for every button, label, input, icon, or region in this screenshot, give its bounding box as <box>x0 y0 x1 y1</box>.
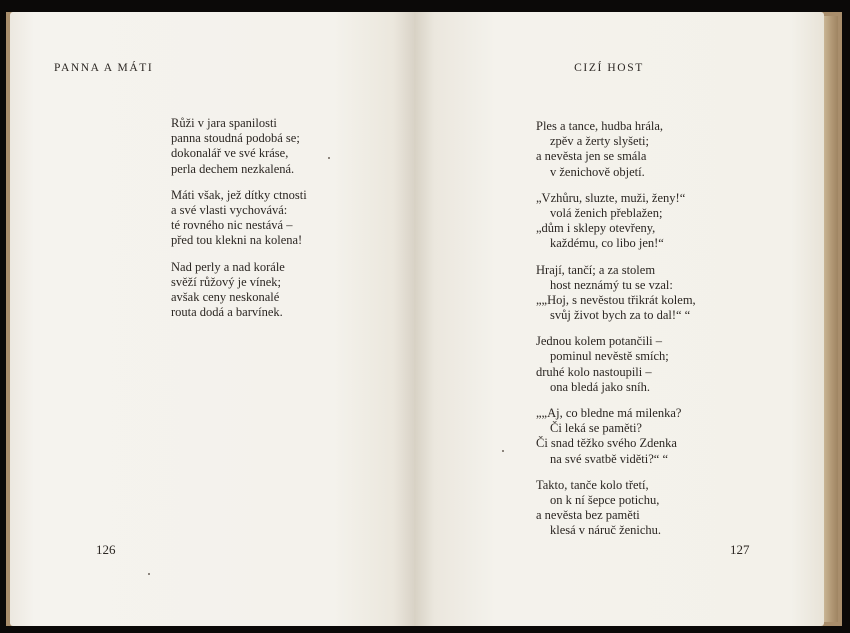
stanza <box>536 406 696 467</box>
verse-line: a nevěsta jen se smála <box>536 149 647 164</box>
stanza <box>171 188 307 249</box>
verse-line: host neznámý tu se vzal: <box>550 277 673 292</box>
verse-line: druhé kolo nastoupili – <box>536 364 652 379</box>
verse-line: „„Hoj, s nevěstou třikrát kolem, <box>536 292 696 307</box>
verse-line: avšak ceny neskonalé <box>171 289 280 304</box>
running-head: PANNA A MÁTI <box>54 62 154 74</box>
page-edges <box>824 16 838 622</box>
verse-line: Nad perly a nad korále <box>171 259 285 274</box>
verse-line: před tou klekni na kolena! <box>171 233 303 248</box>
verse-line: svůj život bych za to dal!“ “ <box>550 308 691 323</box>
stanza <box>536 263 696 324</box>
verse-line: na své svatbě viděti?“ “ <box>550 451 669 466</box>
stanza <box>536 478 696 539</box>
verse-line: zpěv a žerty slyšeti; <box>550 134 649 149</box>
verse-line: svěží růžový je vínek; <box>171 274 282 289</box>
stanza <box>536 191 696 252</box>
verse-line: každému, co libo jen!“ <box>550 236 664 251</box>
verse-line: perla dechem nezkalená. <box>171 161 295 176</box>
verse-line: ona bledá jako sníh. <box>550 379 650 394</box>
verse-line: „Vzhůru, sluzte, muži, ženy!“ <box>536 190 686 205</box>
stanza <box>171 116 307 177</box>
verse-line: Růži v jara spanilosti <box>171 116 277 130</box>
stanza <box>536 334 696 395</box>
verse-line: a nevěsta bez paměti <box>536 508 640 523</box>
verse-line: „„Aj, co bledne má milenka? <box>536 406 682 420</box>
verse-line: routa dodá a barvínek. <box>171 305 283 320</box>
verse-line: Takto, tanče kolo třetí, <box>536 477 649 492</box>
verse-line: a své vlasti vychovává: <box>171 202 288 217</box>
paper-speck <box>502 450 504 452</box>
verse-line: on k ní šepce potichu, <box>550 492 660 507</box>
stanza <box>536 119 696 180</box>
poem-cizi-host <box>536 119 696 550</box>
verse-line: v ženichově objetí. <box>550 164 645 179</box>
right-page <box>414 12 824 626</box>
stanza <box>171 260 307 321</box>
page-number: 127 <box>730 542 750 557</box>
verse-line: Ples a tance, hudba hrála, <box>536 119 664 133</box>
verse-line: „dům i sklepy otevřeny, <box>536 221 656 236</box>
verse-line: Či snad těžko svého Zdenka <box>536 436 677 451</box>
paper-speck <box>148 573 150 575</box>
verse-line: klesá v náruč ženichu. <box>550 523 662 538</box>
verse-line: pominul nevěstě smích; <box>550 349 669 364</box>
left-page <box>10 12 414 626</box>
verse-line: volá ženich přeblažen; <box>550 205 663 220</box>
page-number: 126 <box>96 542 116 557</box>
verse-line: Hrají, tančí; a za stolem <box>536 262 656 277</box>
running-head: CIZÍ HOST <box>574 62 644 74</box>
paper-speck <box>328 157 330 159</box>
verse-line: Jednou kolem potančili – <box>536 334 663 349</box>
verse-line: té rovného nic nestává – <box>171 218 293 233</box>
verse-line: panna stoudná podobá se; <box>171 131 300 146</box>
poem-panna-a-mati <box>171 116 307 331</box>
verse-line: Či leká se paměti? <box>550 421 642 436</box>
open-book <box>6 12 842 626</box>
verse-line: dokonalář ve své kráse, <box>171 146 289 161</box>
verse-line: Máti však, jež dítky ctnosti <box>171 187 307 202</box>
